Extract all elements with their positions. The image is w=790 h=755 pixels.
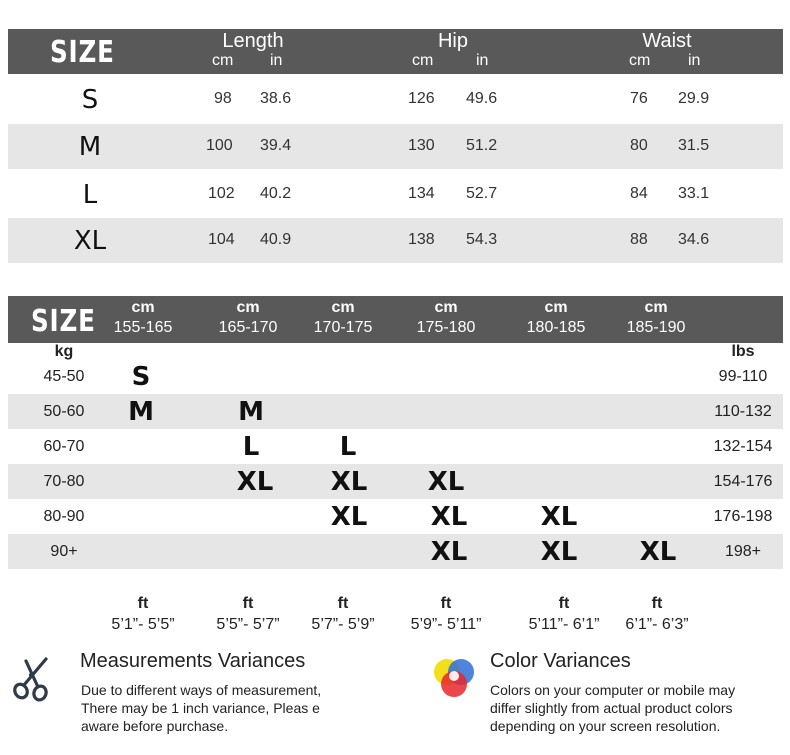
height-range: 165-170 xyxy=(218,319,278,336)
feet-range: 5’5”- 5’7” xyxy=(216,616,280,633)
waist-cm-cell: 76 xyxy=(630,90,648,107)
table-row xyxy=(8,359,783,394)
color-line-2: differ slightly from actual product colors xyxy=(490,700,733,716)
waist-in-cell: 31.5 xyxy=(678,137,710,154)
waist-cm-cell: 84 xyxy=(630,185,648,202)
lbs-label: lbs xyxy=(731,343,755,360)
height-column-header xyxy=(511,298,601,338)
size-cell: L xyxy=(339,432,357,462)
hip-in-cell: 49.6 xyxy=(466,90,498,107)
size-cell: XL xyxy=(540,502,578,532)
height-range: 155-165 xyxy=(113,319,173,336)
waist-unit-in: in xyxy=(688,52,701,69)
scissors-icon xyxy=(12,655,52,703)
size-cell: XL xyxy=(430,537,468,567)
table-row xyxy=(8,534,783,569)
height-column-header xyxy=(611,298,701,338)
height-range: 185-190 xyxy=(626,319,686,336)
height-column-header xyxy=(298,298,388,338)
waist-cm-cell: 88 xyxy=(630,231,648,248)
feet-unit: ft xyxy=(337,595,349,612)
size-logo: SIZE xyxy=(31,304,96,339)
color-circles-icon xyxy=(430,654,478,702)
measurements-line-2: There may be 1 inch variance, Pleas e xyxy=(81,700,320,716)
feet-column xyxy=(198,593,298,635)
lbs-cell: 110-132 xyxy=(714,403,772,420)
kg-cell: 60-70 xyxy=(43,438,85,455)
table-row xyxy=(8,218,783,263)
feet-range: 5’1”- 5’5” xyxy=(111,616,175,633)
feet-unit: ft xyxy=(558,595,570,612)
lbs-cell: 198+ xyxy=(724,543,762,560)
height-column-header xyxy=(98,298,188,338)
height-column-header xyxy=(203,298,293,338)
size-cell: XL xyxy=(540,537,578,567)
length-cm-cell: 98 xyxy=(214,90,232,107)
size-label: L xyxy=(82,180,98,210)
length-unit-in: in xyxy=(270,52,283,69)
measurements-variances-title: Measurements Variances xyxy=(80,650,306,672)
color-line-1: Colors on your computer or mobile may xyxy=(490,682,736,698)
table-row xyxy=(8,394,783,429)
waist-in-cell: 33.1 xyxy=(678,185,710,202)
hip-in-cell: 51.2 xyxy=(466,137,498,154)
hip-cm-cell: 130 xyxy=(408,137,435,154)
length-in-cell: 40.9 xyxy=(260,231,292,248)
length-label: Length xyxy=(222,30,284,52)
height-unit: cm xyxy=(236,299,260,316)
length-in-cell: 38.6 xyxy=(260,90,292,107)
feet-range: 6’1”- 6’3” xyxy=(625,616,689,633)
hip-unit-cm: cm xyxy=(412,52,434,69)
height-unit: cm xyxy=(544,299,568,316)
hip-cm-cell: 138 xyxy=(408,231,435,248)
size-cell: L xyxy=(242,432,260,462)
waist-label: Waist xyxy=(642,30,692,52)
length-unit-cm: cm xyxy=(212,52,234,69)
size-label: XL xyxy=(73,226,107,256)
color-variances-text xyxy=(490,681,790,735)
hip-unit-in: in xyxy=(476,52,489,69)
height-weight-table-header xyxy=(8,296,783,343)
color-line-3: depending on your screen resolution. xyxy=(490,718,721,734)
height-range: 175-180 xyxy=(416,319,476,336)
size-label: S xyxy=(81,85,99,115)
table-row xyxy=(8,124,783,169)
size-cell: XL xyxy=(639,537,677,567)
feet-column xyxy=(514,593,614,635)
length-cm-cell: 102 xyxy=(208,185,235,202)
size-label: M xyxy=(78,132,102,162)
feet-range: 5’9”- 5’11” xyxy=(410,616,482,633)
table-row xyxy=(8,172,783,217)
size-logo: SIZE xyxy=(50,35,115,70)
table-row xyxy=(8,77,783,122)
height-unit: cm xyxy=(131,299,155,316)
height-unit: cm xyxy=(434,299,458,316)
hip-cm-cell: 134 xyxy=(408,185,435,202)
size-cell: M xyxy=(238,397,264,427)
feet-unit: ft xyxy=(137,595,149,612)
length-in-cell: 40.2 xyxy=(260,185,292,202)
feet-column xyxy=(396,593,496,635)
feet-unit: ft xyxy=(440,595,452,612)
size-cell: XL xyxy=(330,502,368,532)
lbs-cell: 99-110 xyxy=(718,368,768,385)
height-range: 170-175 xyxy=(313,319,373,336)
height-column-header xyxy=(401,298,491,338)
measurements-variances-text xyxy=(81,681,381,735)
table-row xyxy=(8,464,783,499)
hip-in-cell: 54.3 xyxy=(466,231,498,248)
waist-cm-cell: 80 xyxy=(630,137,648,154)
kg-cell: 70-80 xyxy=(43,473,85,490)
feet-column xyxy=(607,593,707,635)
feet-range: 5’7”- 5’9” xyxy=(311,616,375,633)
kg-cell: 90+ xyxy=(50,543,78,560)
size-cell: M xyxy=(128,397,154,427)
size-cell: XL xyxy=(430,502,468,532)
length-cm-cell: 100 xyxy=(206,137,233,154)
waist-in-cell: 34.6 xyxy=(678,231,710,248)
feet-range: 5’11”- 6’1” xyxy=(528,616,600,633)
lbs-cell: 132-154 xyxy=(713,438,773,455)
height-range: 180-185 xyxy=(526,319,586,336)
feet-column xyxy=(93,593,193,635)
hip-cm-cell: 126 xyxy=(408,90,435,107)
kg-cell: 80-90 xyxy=(43,508,85,525)
lbs-cell: 176-198 xyxy=(713,508,773,525)
size-cell: XL xyxy=(427,467,465,497)
kg-cell: 45-50 xyxy=(43,368,85,385)
measurements-line-1: Due to different ways of measurement, xyxy=(81,682,322,698)
color-variances-title: Color Variances xyxy=(490,650,631,672)
table-row xyxy=(8,429,783,464)
height-unit: cm xyxy=(331,299,355,316)
kg-label: kg xyxy=(54,343,74,360)
waist-in-cell: 29.9 xyxy=(678,90,710,107)
length-in-cell: 39.4 xyxy=(260,137,292,154)
size-cell: XL xyxy=(330,467,368,497)
table-row xyxy=(8,499,783,534)
kg-cell: 50-60 xyxy=(43,403,85,420)
feet-column xyxy=(293,593,393,635)
hip-in-cell: 52.7 xyxy=(466,185,498,202)
size-table-header xyxy=(8,29,783,74)
lbs-cell: 154-176 xyxy=(713,473,773,490)
size-cell: S xyxy=(131,362,151,392)
size-cell: XL xyxy=(236,467,274,497)
feet-unit: ft xyxy=(242,595,254,612)
feet-unit: ft xyxy=(651,595,663,612)
hip-label: Hip xyxy=(437,30,468,52)
measurements-line-3: aware before purchase. xyxy=(81,718,229,734)
height-unit: cm xyxy=(644,299,668,316)
waist-unit-cm: cm xyxy=(629,52,651,69)
length-cm-cell: 104 xyxy=(208,231,235,248)
